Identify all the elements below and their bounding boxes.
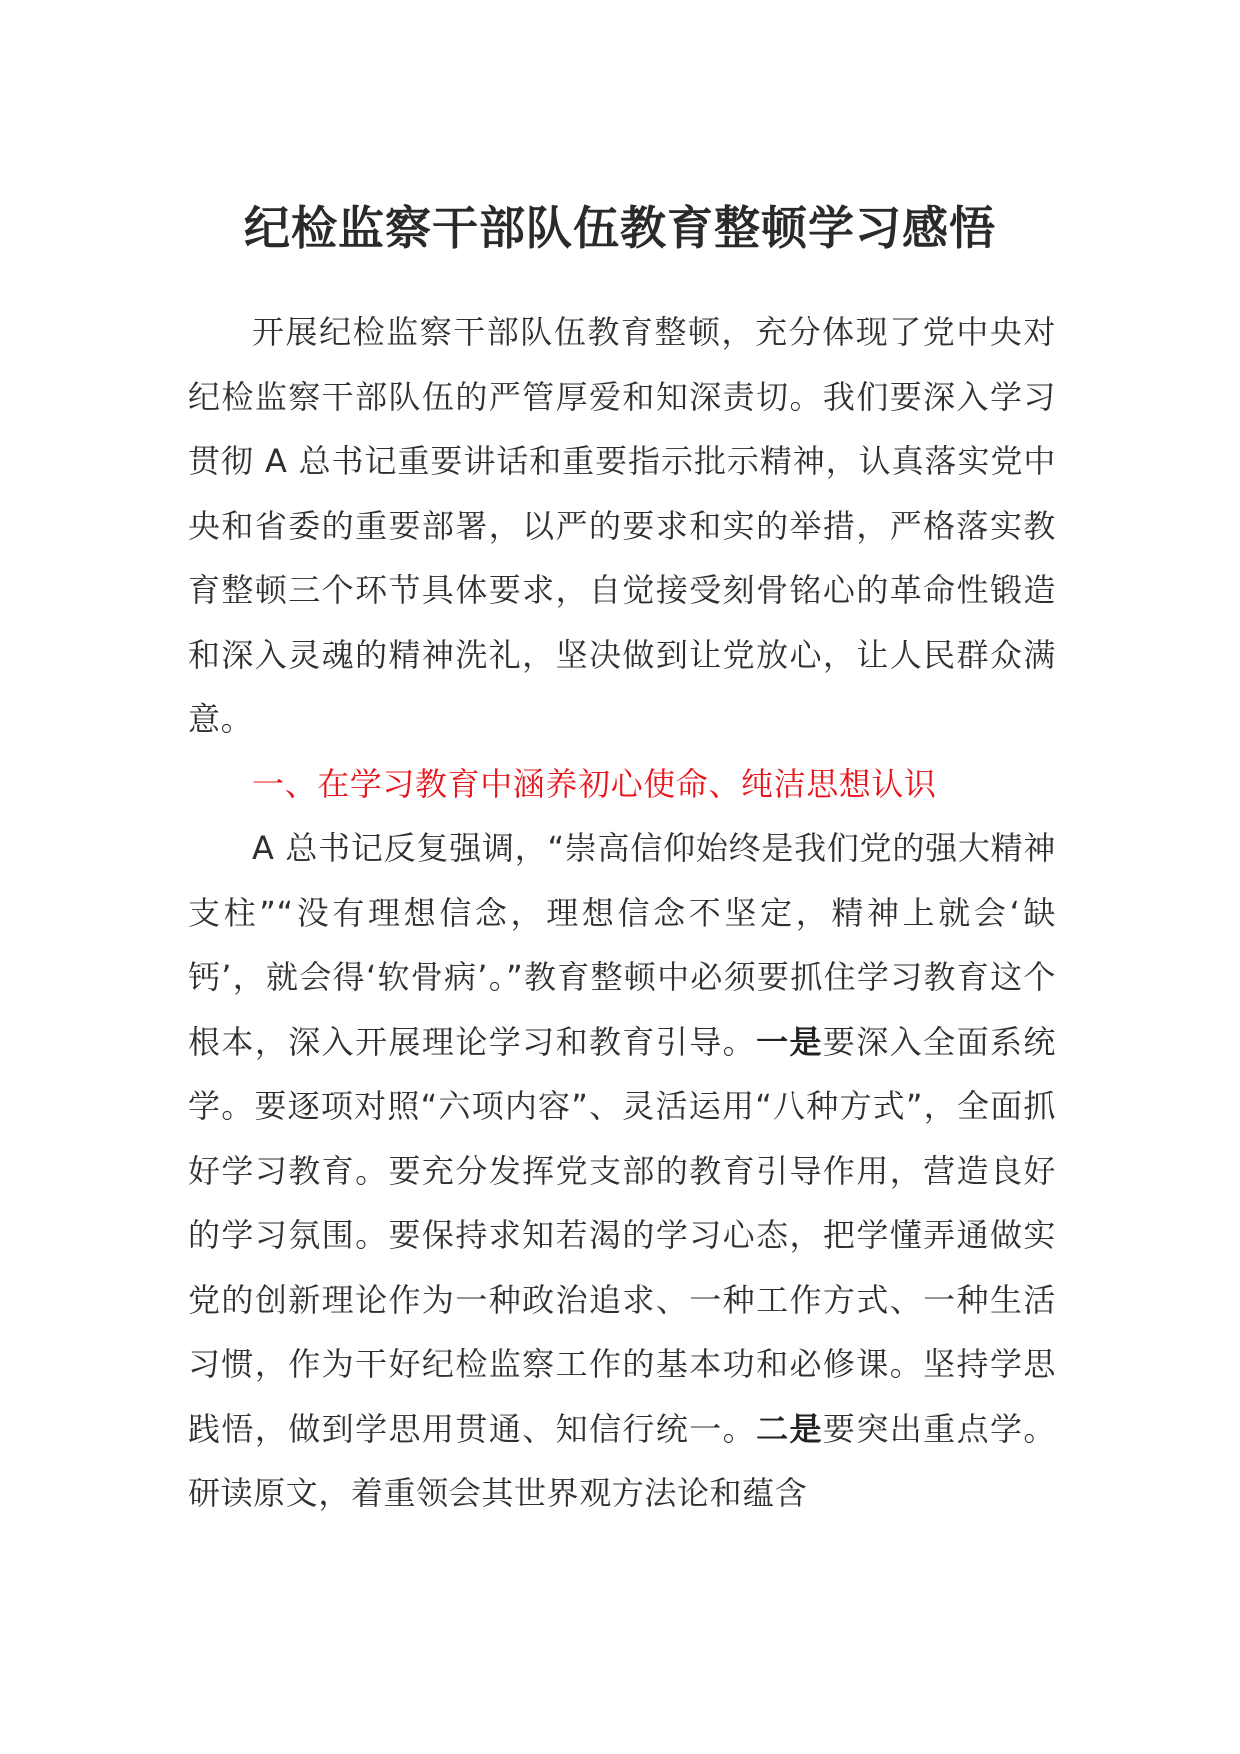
bold-lead-first: 一是 — [756, 1022, 823, 1061]
paragraph-text: A 总书记反复强调，“崇高信仰始终是我们党的强大精神支柱”“没有理想信念，理想信念不坚定，精神上就会‘缺钙’，就会得‘软骨病’。”教育整顿中必须要抓住学习教育这个根本，深入开展理论学习和教育引导。 — [188, 829, 1056, 1061]
intro-paragraph: 开展纪检监察干部队伍教育整顿，充分体现了党中央对纪检监察干部队伍的严管厚爱和知深责切。我们要深入学习贯彻 A 总书记重要讲话和重要指示批示精神，认真落实党中央和省委的重要部署，以严的要求和实的举措，严格落实教育整顿三个环节具体要求，自觉接受刻骨铭心的革命性锻造和深入灵魂的精神洗礼，坚决做到让党放心，让人民群众满意。 — [188, 313, 1056, 738]
section-1-paragraph — [188, 816, 1056, 1526]
paragraph-text: 要深入全面系统学。要逐项对照“六项内容”、灵活运用“八种方式”，全面抓好学习教育。要充分发挥党支部的教育引导作用，营造良好的学习氛围。要保持求知若渴的学习心态，把学懂弄通做实党的创新理论作为一种政治追求、一种工作方式、一种生活习惯，作为干好纪检监察工作的基本功和必修课。坚持学思践悟，做到学思用贯通、知信行统一。 — [188, 1022, 1057, 1448]
document-title: 纪检监察干部队伍教育整顿学习感悟 — [244, 201, 996, 255]
section-heading-1: 一、在学习教育中涵养初心使命、纯洁思想认识 — [252, 764, 937, 803]
paragraph-text: 要突出重点学。研读原文，着重领会其世界观方法论和蕴含 — [188, 1409, 1057, 1512]
document-body — [188, 300, 1056, 1526]
bold-lead-second: 二是 — [756, 1409, 823, 1448]
